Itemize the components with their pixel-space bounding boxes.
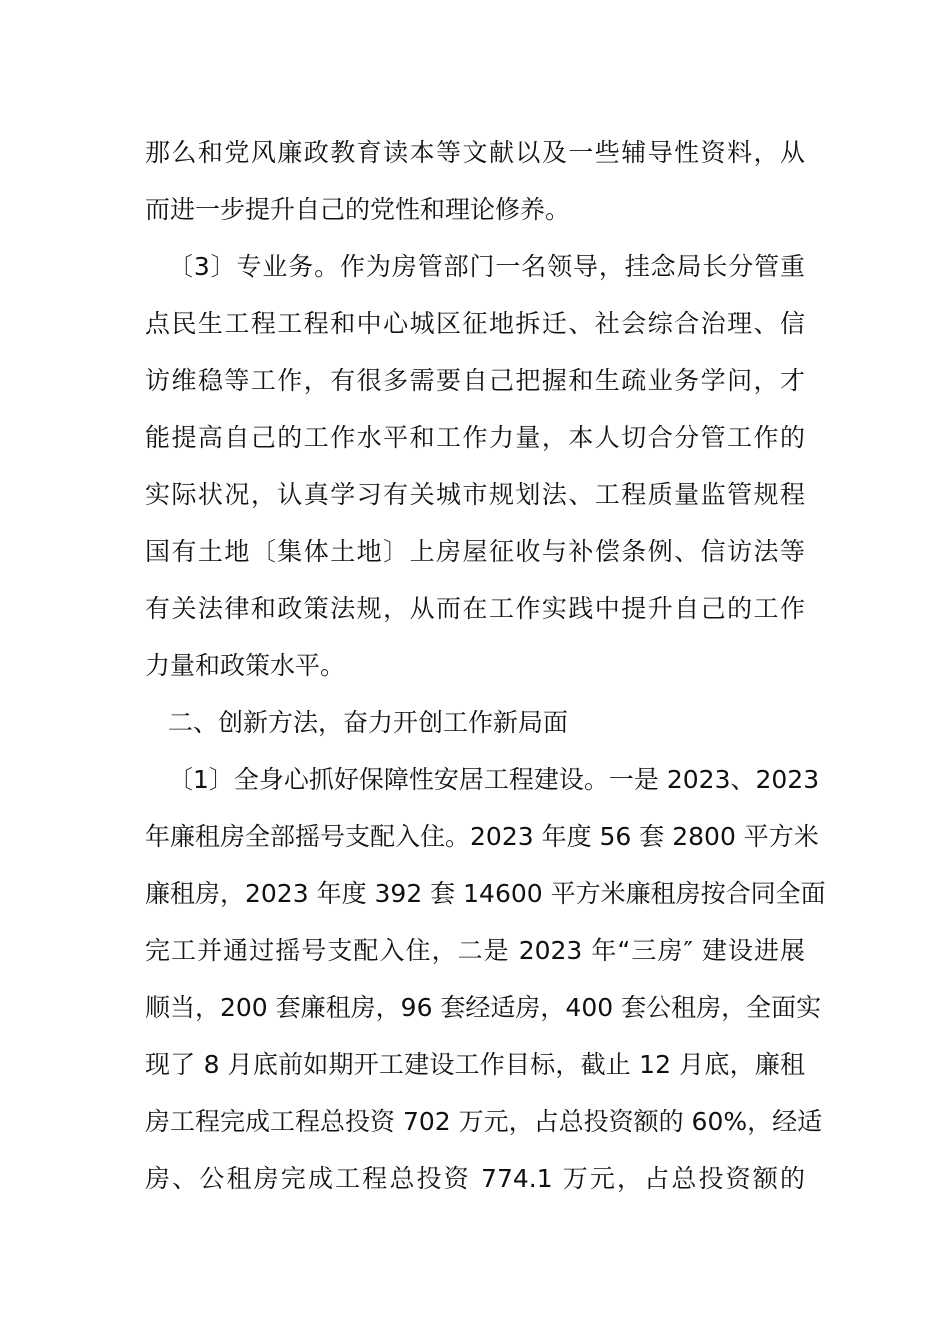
text-line-13: 年廉租房全部摇号支配入住。2023 年度 56 套 2800 平方米 — [145, 822, 819, 851]
text-line-1: 那么和党风廉政教育读本等文献以及一些辅导性资料，从 — [145, 138, 805, 167]
text-line-10: 力量和政策水平。 — [145, 651, 346, 680]
text-line-8: 国有土地〔集体土地〕上房屋征收与补偿条例、信访法等 — [145, 537, 805, 566]
section-heading: 二、创新方法，奋力开创工作新局面 — [168, 708, 569, 737]
text-line-6: 能提高自己的工作水平和工作力量，本人切合分管工作的 — [145, 423, 805, 452]
text-line-3: 〔3〕专业务。作为房管部门一名领导，挂念局长分管重 — [168, 252, 805, 281]
text-line-14: 廉租房，2023 年度 392 套 14600 平方米廉租房按合同全面 — [145, 879, 826, 908]
text-line-12: 〔1〕全身心抓好保障性安居工程建设。一是 2023、2023 — [168, 765, 820, 794]
text-line-7: 实际状况，认真学习有关城市规划法、工程质量监管规程 — [145, 480, 805, 509]
text-line-4: 点民生工程工程和中心城区征地拆迁、社会综合治理、信 — [145, 309, 805, 338]
text-line-9: 有关法律和政策法规，从而在工作实践中提升自己的工作 — [145, 594, 805, 623]
text-line-15: 完工并通过摇号支配入住，二是 2023 年“三房″ 建设进展 — [145, 936, 805, 965]
text-line-18: 房工程完成工程总投资 702 万元，占总投资额的 60%，经适 — [145, 1107, 823, 1136]
text-line-17: 现了 8 月底前如期开工建设工作目标，截止 12 月底，廉租 — [145, 1050, 805, 1079]
text-line-2: 而进一步提升自己的党性和理论修养。 — [145, 195, 571, 224]
text-line-16: 顺当，200 套廉租房，96 套经适房，400 套公租房，全面实 — [145, 993, 822, 1022]
text-line-5: 访维稳等工作，有很多需要自己把握和生疏业务学问，才 — [145, 366, 805, 395]
text-line-19: 房、公租房完成工程总投资 774.1 万元，占总投资额的 — [145, 1164, 805, 1193]
